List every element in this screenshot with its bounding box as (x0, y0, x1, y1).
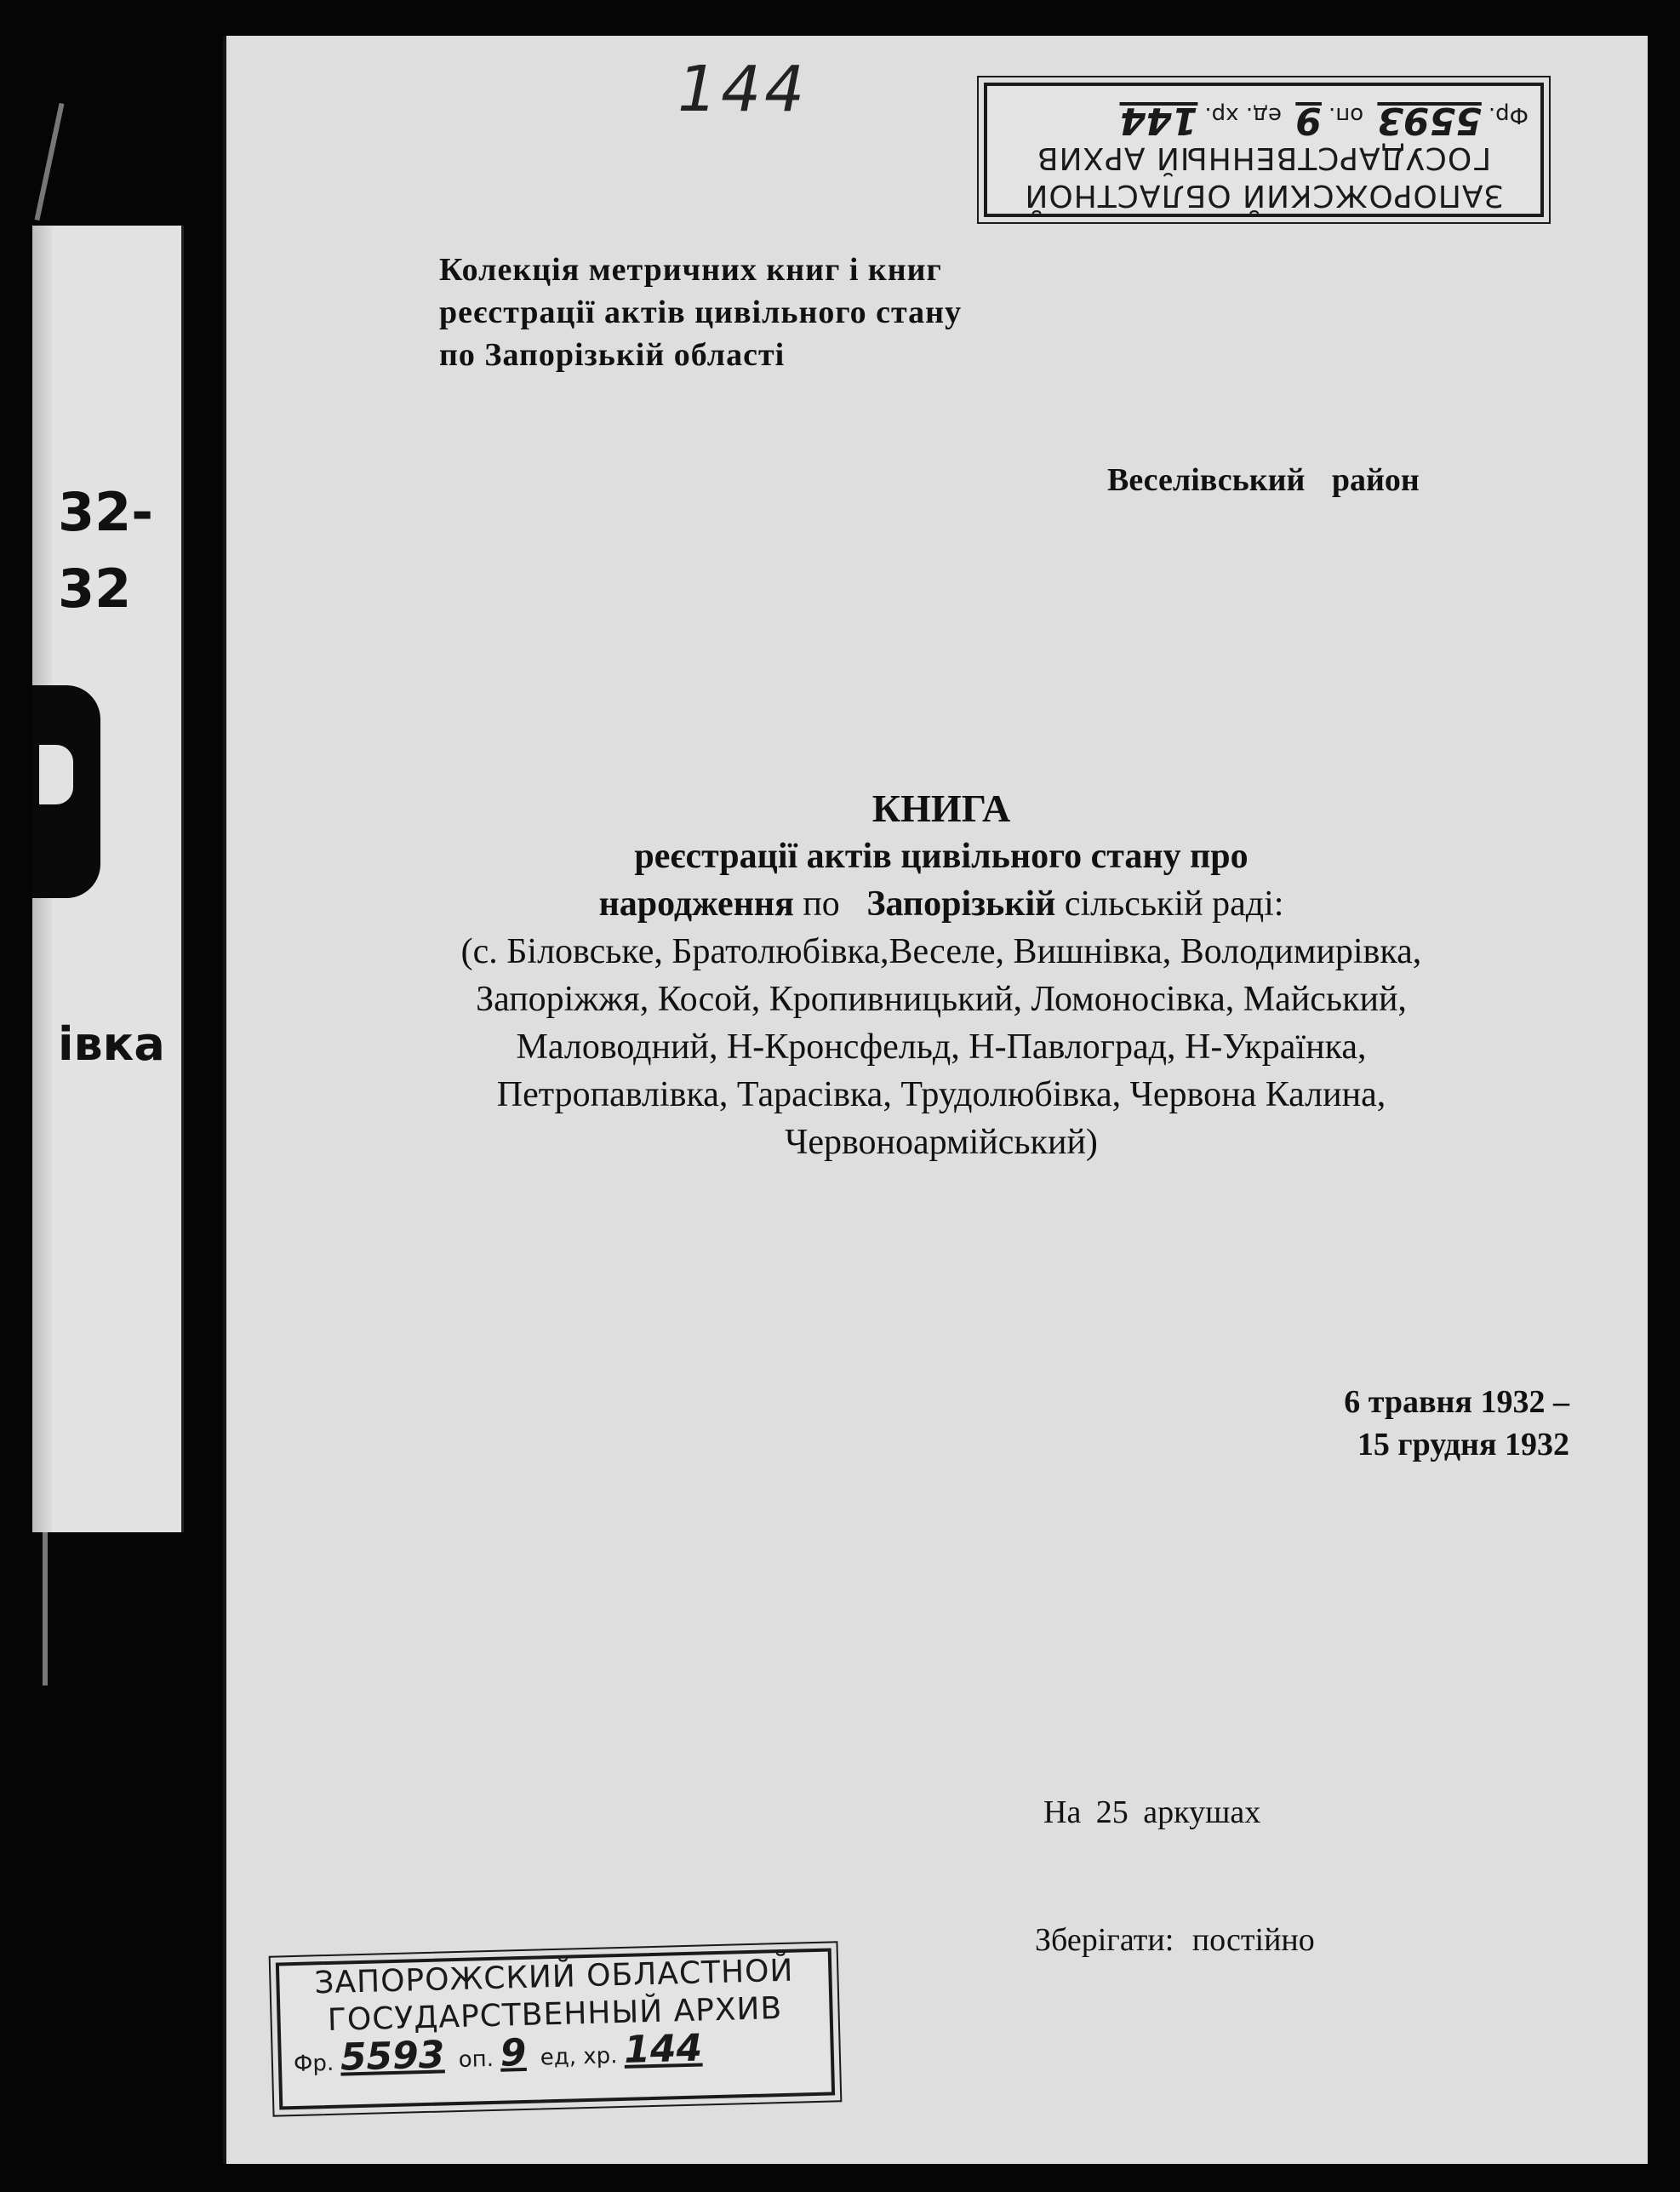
handwritten-folio-number: 144 (677, 53, 809, 126)
binding-thread (43, 1532, 48, 1685)
village-list-line: Червоноармійський) (785, 1123, 1098, 1162)
stamp-opis-label: оп. (1328, 102, 1364, 128)
binding-thread (35, 103, 65, 220)
stamp-fond-label: Фр. (293, 2050, 334, 2078)
stamp-item-value: 144 (623, 2026, 703, 2072)
stamp-fond-value: 5593 (1377, 99, 1482, 142)
subtitle-council: сільській раді: (1064, 884, 1284, 924)
collection-line: по Запорізькій області (439, 337, 786, 373)
district-name: Веселівський район (1107, 462, 1420, 498)
subtitle-council-name: Запорізькій (866, 884, 1056, 924)
retention-note: Зберігати: постійно (1035, 1922, 1315, 1958)
date-end: 15 грудня 1932 (1357, 1427, 1569, 1462)
spine-label-name: івка (58, 1017, 165, 1071)
stamp-opis-value: 9 (1295, 99, 1322, 142)
book-title-block (226, 785, 1656, 1166)
stamp-item-label: ед. хр. (1204, 102, 1283, 128)
village-list-line: (с. Біловське, Братолюбівка,Веселе, Вишнівка, Володимирівка, (460, 932, 1422, 971)
date-start: 6 травня 1932 – (1344, 1384, 1569, 1420)
collection-heading (439, 249, 962, 376)
stamp-fond-label: Фр. (1488, 102, 1529, 128)
binding-spine (32, 226, 184, 1532)
collection-line: реєстрації актів цивільного стану (439, 295, 963, 330)
book-subtitle-line-2 (226, 880, 1656, 928)
sheet-count: На 25 аркушах (1043, 1794, 1261, 1830)
collection-line: Колекція метричних книг і книг (439, 252, 942, 288)
stamp-line-1: ЗАПОРОЖСКИЙ ОБЛАСТНОЙ (1024, 178, 1504, 213)
village-list-line: Петропавлівка, Тарасівка, Трудолюбівка, Червона Калина, (496, 1075, 1386, 1114)
archive-stamp-bottom (276, 1948, 835, 2109)
subtitle-by: по (803, 884, 840, 924)
spine-large-glyph (32, 685, 100, 898)
village-list-line: Маловодний, Н-Кронсфельд, Н-Павлоград, Н-Українка, (516, 1027, 1367, 1067)
spine-label-top: 32- (58, 481, 154, 543)
stamp-item-value: 144 (1119, 99, 1198, 142)
stamp-line-3 (281, 2027, 831, 2084)
stamp-line-2: ГОСУДАРСТВЕННЫЙ АРХИВ (1036, 140, 1492, 175)
stamp-line-2: ГОСУДАРСТВЕННЫЙ АРХИВ (327, 1991, 783, 2038)
stamp-line-3 (987, 96, 1540, 142)
document-page (223, 36, 1648, 2164)
stamp-line-1: ЗАПОРОЖСКИЙ ОБЛАСТНОЙ (313, 1953, 794, 2001)
spine-label-mid: 32 (58, 558, 132, 620)
subtitle-birth: народження (598, 884, 794, 924)
stamp-fond-value: 5593 (340, 2033, 446, 2080)
stamp-item-label: ед, хр. (540, 2043, 618, 2071)
stamp-opis-value: 9 (500, 2030, 528, 2075)
archive-stamp-top (984, 83, 1544, 217)
date-range (1344, 1381, 1569, 1466)
village-list-line: Запоріжжя, Косой, Кропивницький, Ломоносівка, Майський, (476, 980, 1407, 1019)
stamp-opis-label: оп. (458, 2046, 494, 2073)
book-subtitle-line-1: реєстрації актів цивільного стану про (634, 837, 1249, 876)
book-title: КНИГА (871, 787, 1011, 830)
